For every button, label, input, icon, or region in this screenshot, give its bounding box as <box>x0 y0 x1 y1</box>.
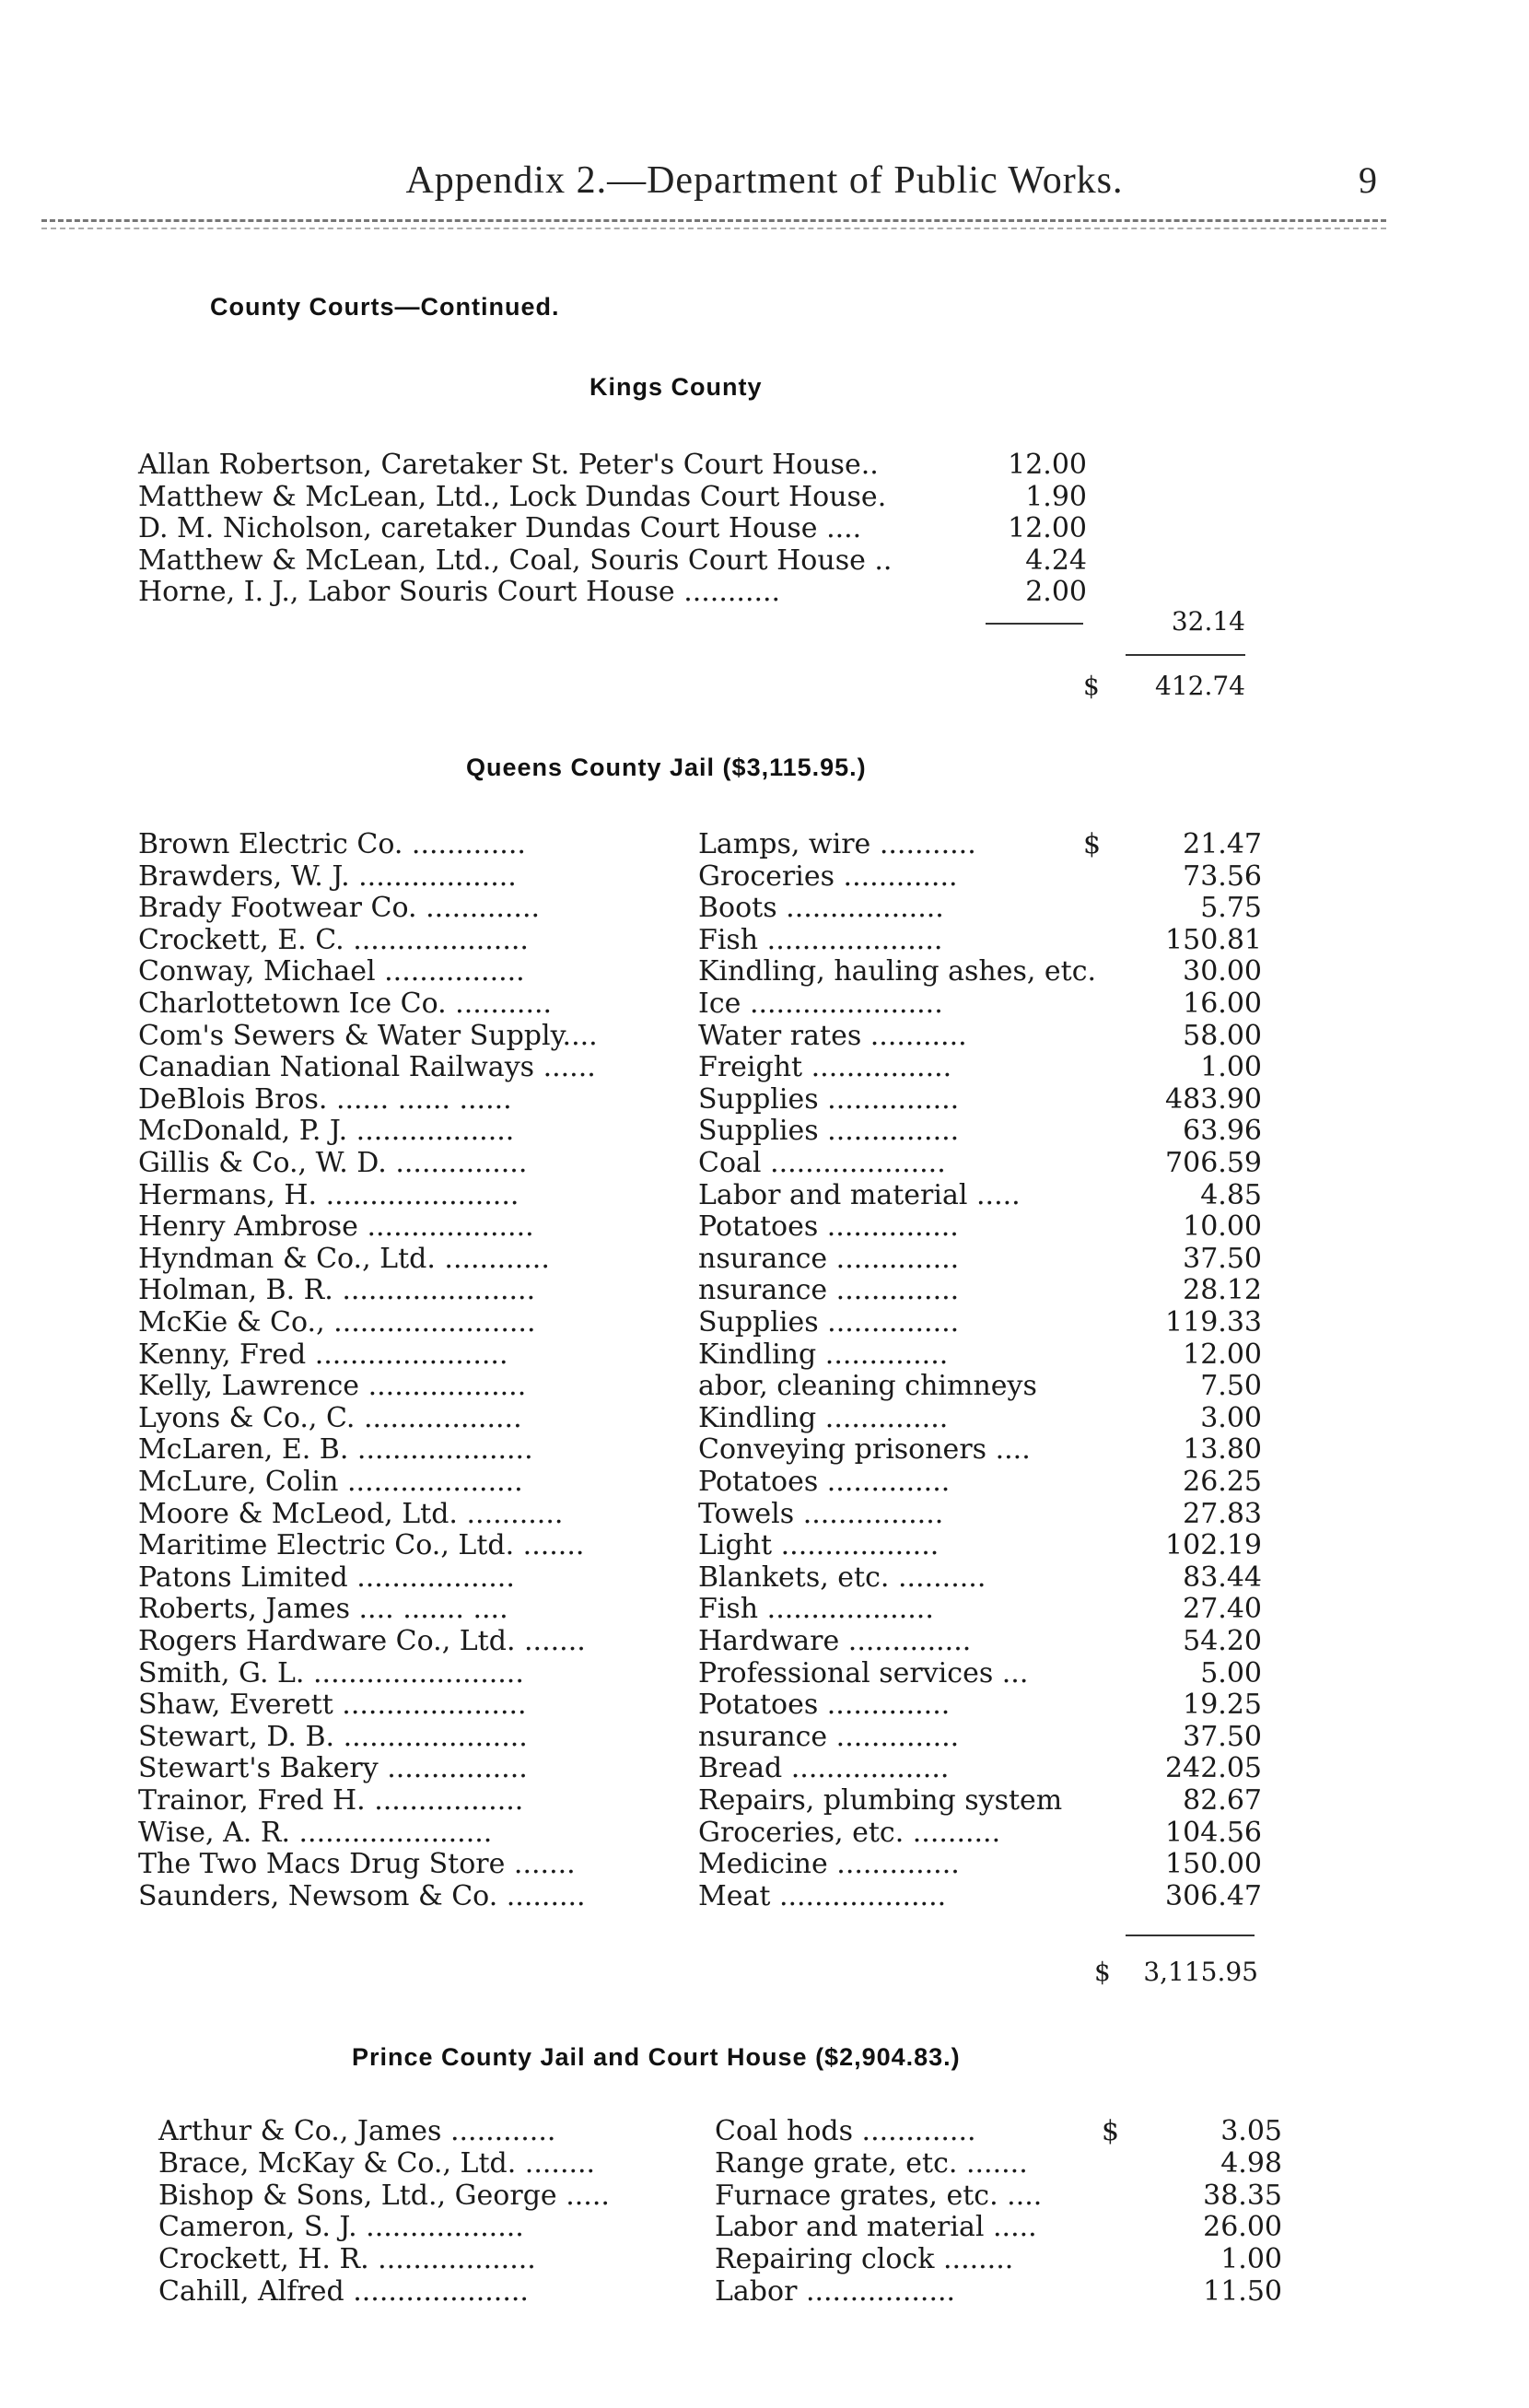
table-row <box>138 925 1262 956</box>
table-row <box>138 1753 1262 1784</box>
table-row <box>138 1594 1262 1625</box>
prince-jail-heading: Prince County Jail and Court House ($2,904.83.) <box>352 2043 961 2071</box>
table-row <box>138 1467 1262 1498</box>
payee-name: Holman, B. R. ...................... <box>138 1274 536 1307</box>
dollar-sign: $ <box>1083 828 1102 860</box>
table-row <box>138 1307 1262 1338</box>
payee-name: Hyndman & Co., Ltd. ............ <box>138 1242 550 1275</box>
kings-grand-total-rule <box>1126 654 1245 656</box>
amount: 1.00 <box>1220 2243 1282 2276</box>
amount: 54.20 <box>1183 1625 1262 1657</box>
item-description: abor, cleaning chimneys <box>698 1370 1037 1403</box>
amount: 306.47 <box>1165 1879 1262 1912</box>
amount: 27.83 <box>1183 1497 1262 1530</box>
amount: 7.50 <box>1200 1370 1262 1403</box>
item-description: Supplies ............... <box>698 1082 960 1116</box>
table-row <box>138 1021 1262 1052</box>
table-row <box>138 1371 1262 1402</box>
amount: 706.59 <box>1165 1147 1262 1179</box>
item-description: Labor and material ..... <box>715 2211 1037 2244</box>
item-description: Freight ................ <box>698 1051 952 1084</box>
amount: 12.00 <box>1008 512 1087 545</box>
payee-name: Matthew & McLean, Ltd., Lock Dundas Court House. <box>138 480 887 513</box>
payee-name: Com's Sewers & Water Supply.... <box>138 1019 598 1052</box>
table-row <box>138 893 1262 924</box>
item-description: nsurance .............. <box>698 1720 960 1753</box>
payee-name: McLure, Colin .................... <box>138 1466 523 1498</box>
payee-name: The Two Macs Drug Store ....... <box>138 1848 576 1881</box>
item-description: Fish ................... <box>698 1593 934 1626</box>
payee-name: Conway, Michael ................ <box>138 955 525 988</box>
queens-total-dollar: $ <box>1094 1957 1111 1987</box>
kings-county-heading: Kings County <box>589 373 763 401</box>
table-row <box>158 2180 1282 2212</box>
amount: 30.00 <box>1183 955 1262 988</box>
item-description: Potatoes .............. <box>698 1689 951 1722</box>
item-description: Range grate, etc. ....... <box>715 2146 1028 2180</box>
item-description: Medicine .............. <box>698 1848 960 1881</box>
payee-name: Brawders, W. J. .................. <box>138 859 517 893</box>
payee-name: Allan Robertson, Caretaker St. Peter's Court House.. <box>138 449 879 481</box>
payee-name: Cahill, Alfred .................... <box>158 2275 529 2308</box>
item-description: Potatoes ............... <box>698 1210 959 1244</box>
table-row <box>158 2276 1282 2308</box>
amount: 2.00 <box>1025 576 1087 609</box>
table-row <box>138 1722 1262 1753</box>
amount: 104.56 <box>1165 1816 1262 1849</box>
amount: 38.35 <box>1203 2179 1282 2212</box>
payee-name: Canadian National Railways ...... <box>138 1051 596 1084</box>
payee-name: Crockett, E. C. .................... <box>138 923 529 956</box>
payee-name: DeBlois Bros. ...... ...... ...... <box>138 1082 512 1116</box>
payee-name: Henry Ambrose ................... <box>138 1210 534 1244</box>
amount: 4.85 <box>1200 1178 1262 1211</box>
table-row <box>138 1084 1262 1116</box>
payee-name: Brown Electric Co. ............. <box>138 828 526 860</box>
list-item <box>138 450 1087 481</box>
amount: 16.00 <box>1183 988 1262 1020</box>
page-number: 9 <box>1359 159 1377 201</box>
header-rule-secondary <box>41 228 1386 229</box>
table-row <box>138 1658 1262 1689</box>
table-row <box>138 1148 1262 1179</box>
amount: 1.00 <box>1200 1051 1262 1084</box>
table-row <box>138 988 1262 1020</box>
payee-name: Smith, G. L. ........................ <box>138 1656 524 1689</box>
amount: 150.81 <box>1165 923 1262 956</box>
table-row <box>158 2116 1282 2147</box>
table-row <box>138 956 1262 988</box>
amount: 26.00 <box>1203 2211 1282 2244</box>
amount: 5.00 <box>1200 1656 1262 1689</box>
list-item <box>138 482 1087 513</box>
table-row <box>138 1180 1262 1211</box>
amount: 37.50 <box>1183 1720 1262 1753</box>
table-row <box>138 1052 1262 1083</box>
table-row <box>138 1881 1262 1912</box>
table-row <box>138 1244 1262 1275</box>
table-row <box>138 1116 1262 1147</box>
amount: 37.50 <box>1183 1242 1262 1275</box>
payee-name: McKie & Co., ....................... <box>138 1306 536 1338</box>
table-row <box>138 1403 1262 1434</box>
item-description: Groceries ............. <box>698 859 958 893</box>
item-description: Supplies ............... <box>698 1115 960 1148</box>
amount: 242.05 <box>1165 1752 1262 1785</box>
payee-name: Crockett, H. R. .................. <box>158 2243 536 2276</box>
item-description: Coal hods ............. <box>715 2115 976 2147</box>
payee-name: Brady Footwear Co. ............. <box>138 892 541 925</box>
page-title: Appendix 2.—Department of Public Works. <box>405 159 1124 202</box>
item-description: Boots .................. <box>698 892 944 925</box>
payee-name: Moore & McLeod, Ltd. ........... <box>138 1497 564 1530</box>
payee-name: Rogers Hardware Co., Ltd. ....... <box>138 1625 586 1657</box>
payee-name: Cameron, S. J. .................. <box>158 2211 524 2244</box>
table-row <box>138 1530 1262 1561</box>
item-description: Coal .................... <box>698 1147 946 1179</box>
item-description: Lamps, wire ........... <box>698 828 976 860</box>
amount: 4.24 <box>1025 544 1087 577</box>
payee-name: Stewart's Bakery ................ <box>138 1752 528 1785</box>
payee-name: Wise, A. R. ...................... <box>138 1816 493 1849</box>
list-item <box>138 513 1087 544</box>
payee-name: Matthew & McLean, Ltd., Coal, Souris Court House .. <box>138 544 893 577</box>
table-row <box>138 1499 1262 1530</box>
dollar-sign: $ <box>1102 2115 1120 2147</box>
item-description: Fish .................... <box>698 923 943 956</box>
amount: 10.00 <box>1183 1210 1262 1244</box>
payee-name: Patons Limited .................. <box>138 1561 515 1594</box>
payee-name: Gillis & Co., W. D. ............... <box>138 1147 528 1179</box>
table-row <box>138 861 1262 893</box>
kings-grand-total: 412.74 <box>1155 671 1245 701</box>
queens-total: 3,115.95 <box>1143 1957 1258 1987</box>
amount: 63.96 <box>1183 1115 1262 1148</box>
item-description: Towels ................ <box>698 1497 944 1530</box>
table-row <box>138 1849 1262 1880</box>
table-row <box>138 1211 1262 1243</box>
kings-subtotal-rule <box>986 623 1083 625</box>
payee-name: Stewart, D. B. ..................... <box>138 1720 528 1753</box>
kings-subtotal: 32.14 <box>1171 606 1245 637</box>
payee-name: Horne, I. J., Labor Souris Court House ........... <box>138 576 781 609</box>
payee-name: Brace, McKay & Co., Ltd. ........ <box>158 2146 596 2180</box>
table-row <box>138 1626 1262 1657</box>
amount: 28.12 <box>1183 1274 1262 1307</box>
list-item <box>138 545 1087 577</box>
item-description: Meat ................... <box>698 1879 947 1912</box>
payee-name: McLaren, E. B. .................... <box>138 1433 533 1467</box>
payee-name: Trainor, Fred H. ................. <box>138 1784 524 1817</box>
item-description: Labor and material ..... <box>698 1178 1021 1211</box>
table-row <box>138 1689 1262 1721</box>
payee-name: Maritime Electric Co., Ltd. ....... <box>138 1529 585 1562</box>
payee-name: Kelly, Lawrence .................. <box>138 1370 527 1403</box>
item-description: Kindling .............. <box>698 1338 949 1371</box>
item-description: Bread .................. <box>698 1752 950 1785</box>
amount: 3.00 <box>1200 1401 1262 1434</box>
amount: 4.98 <box>1220 2146 1282 2180</box>
table-row <box>138 1785 1262 1817</box>
table-row <box>158 2148 1282 2180</box>
item-description: Hardware .............. <box>698 1625 972 1657</box>
payee-name: Roberts, James .... ....... .... <box>138 1593 508 1626</box>
queens-jail-heading: Queens County Jail ($3,115.95.) <box>466 754 867 781</box>
payee-name: Hermans, H. ...................... <box>138 1178 519 1211</box>
amount: 26.25 <box>1183 1466 1262 1498</box>
item-description: Ice ...................... <box>698 988 943 1020</box>
item-description: Kindling, hauling ashes, etc. <box>698 955 1097 988</box>
payee-name: Charlottetown Ice Co. ........... <box>138 988 553 1020</box>
payee-name: Kenny, Fred ...................... <box>138 1338 508 1371</box>
payee-name: D. M. Nicholson, caretaker Dundas Court House .... <box>138 512 862 545</box>
amount: 21.47 <box>1183 828 1262 860</box>
amount: 3.05 <box>1220 2115 1282 2147</box>
amount: 150.00 <box>1165 1848 1262 1881</box>
item-description: Light .................. <box>698 1529 940 1562</box>
amount: 483.90 <box>1165 1082 1262 1116</box>
item-description: Conveying prisoners .... <box>698 1433 1031 1467</box>
amount: 119.33 <box>1165 1306 1262 1338</box>
item-description: Furnace grates, etc. .... <box>715 2179 1043 2212</box>
table-row <box>158 2212 1282 2243</box>
payee-name: McDonald, P. J. .................. <box>138 1115 515 1148</box>
list-item <box>138 577 1087 608</box>
amount: 13.80 <box>1183 1433 1262 1467</box>
item-description: nsurance .............. <box>698 1242 960 1275</box>
item-description: Potatoes .............. <box>698 1466 951 1498</box>
payee-name: Arthur & Co., James ............ <box>158 2115 556 2147</box>
amount: 82.67 <box>1183 1784 1262 1817</box>
amount: 12.00 <box>1008 449 1087 481</box>
item-description: Labor ................. <box>715 2275 956 2308</box>
payee-name: Lyons & Co., C. .................. <box>138 1401 522 1434</box>
county-courts-heading: County Courts—Continued. <box>210 293 560 321</box>
amount: 102.19 <box>1165 1529 1262 1562</box>
amount: 5.75 <box>1200 892 1262 925</box>
payee-name: Bishop & Sons, Ltd., George ..... <box>158 2179 610 2212</box>
amount: 83.44 <box>1183 1561 1262 1594</box>
item-description: nsurance .............. <box>698 1274 960 1307</box>
table-row <box>138 1434 1262 1466</box>
item-description: Repairing clock ........ <box>715 2243 1014 2276</box>
amount: 27.40 <box>1183 1593 1262 1626</box>
table-row <box>138 1339 1262 1371</box>
table-row <box>138 1275 1262 1306</box>
item-description: Professional services ... <box>698 1656 1029 1689</box>
table-row <box>138 1562 1262 1594</box>
item-description: Kindling .............. <box>698 1401 949 1434</box>
item-description: Blankets, etc. .......... <box>698 1561 986 1594</box>
table-row <box>138 1818 1262 1849</box>
header-rule <box>41 219 1386 222</box>
payee-name: Shaw, Everett ..................... <box>138 1689 527 1722</box>
item-description: Repairs, plumbing system <box>698 1784 1063 1817</box>
table-row <box>138 829 1262 860</box>
amount: 73.56 <box>1183 859 1262 893</box>
table-row <box>158 2244 1282 2275</box>
amount: 11.50 <box>1203 2275 1282 2308</box>
queens-total-rule <box>1126 1935 1255 1936</box>
amount: 58.00 <box>1183 1019 1262 1052</box>
item-description: Groceries, etc. .......... <box>698 1816 1001 1849</box>
item-description: Supplies ............... <box>698 1306 960 1338</box>
amount: 1.90 <box>1025 480 1087 513</box>
item-description: Water rates ........... <box>698 1019 967 1052</box>
kings-grand-total-dollar: $ <box>1083 671 1100 701</box>
payee-name: Saunders, Newsom & Co. ......... <box>138 1879 586 1912</box>
amount: 19.25 <box>1183 1689 1262 1722</box>
amount: 12.00 <box>1183 1338 1262 1371</box>
